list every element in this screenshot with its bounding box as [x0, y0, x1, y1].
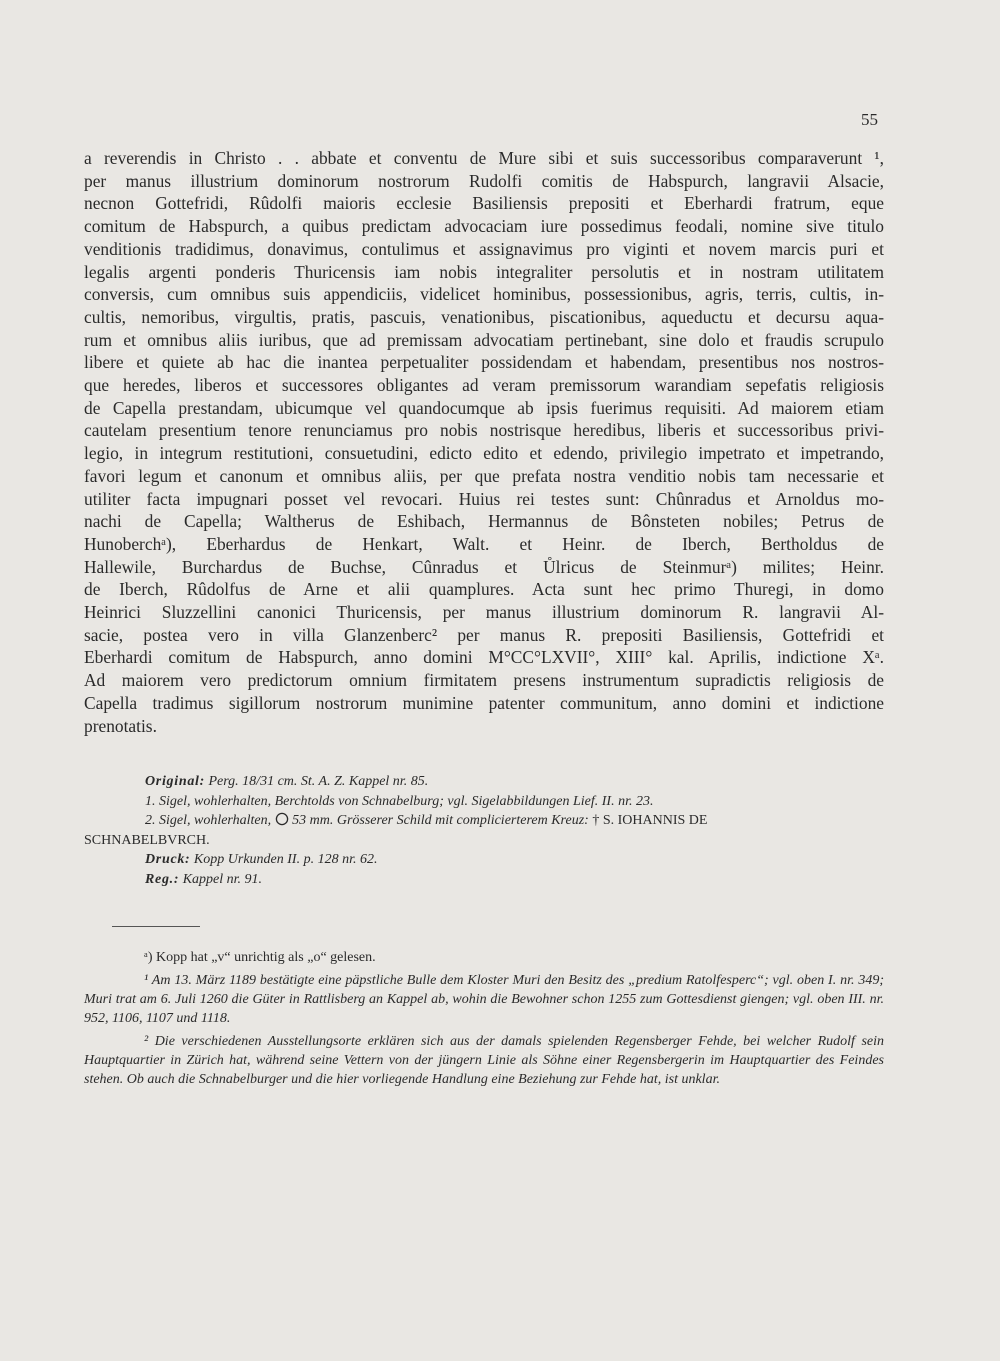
footnotes — [84, 948, 884, 1093]
reg-text: Kappel nr. 91. — [182, 871, 263, 887]
seal-note-2 — [84, 811, 884, 831]
text-line: rum et omnibus aliis iuribus, que ad premissam advocatiam pertinebant, sine dolo et fraudis scrupulo — [84, 329, 884, 350]
text-line: Capella tradimus sigillorum nostrorum munimine patenter communitum, anno domini et indictione — [84, 692, 884, 713]
text-line: Ad maiorem vero predictorum omnium firmitatem presens instrumentum supradictis religiosis de — [84, 670, 884, 691]
text-line: necnon Gottefridi, Rûdolfi maioris ecclesie Basiliensis prepositi et Eberhardi fratrum, eque — [84, 193, 884, 214]
seal2-text-b: 53 mm. Grösserer Schild mit complicierterem Kreuz: — [292, 813, 589, 828]
text-line: per manus illustrium dominorum nostrorum Rudolfi comitis de Habspurch, langravii Alsacie, — [84, 170, 884, 191]
charter-text — [84, 147, 884, 737]
druck-note — [84, 850, 884, 870]
druck-label: Druck: — [145, 852, 191, 867]
footnote-2: ² Die verschiedenen Ausstellungsorte erklären sich aus der damals spielenden Regensberger Fehde, bei welcher Rudolf sein Hauptquartier in Zürich hat, während seine Vettern von der jüngern Linie als Söhne einer Regensbergerin im Hauptquartier des Feindes stehen. Ob auch die Schnabelburger und die hier vorliegende Handlung eine Beziehung zur Fehde hat, ist unklar. — [84, 1034, 884, 1087]
seal2-legend-b: SCHNABELBVRCH. — [84, 832, 210, 848]
reg-note — [84, 870, 884, 890]
text-line: sacie, postea vero in villa Glanzenberc² per manus R. prepositi Basiliensis, Gottefridi et — [84, 624, 884, 645]
footnote-1: ¹ Am 13. März 1189 bestätigte eine päpstliche Bulle dem Kloster Muri den Besitz des „predium Ratolfesperc“; vgl. oben I. nr. 349; Muri trat am 6. Juli 1260 die Güter in Rattlisberg an Kappel ab, wohin die Bewohner schon 1255 zum Gottesdienst giengen; vgl. oben III. nr. 952, 1106, 1107 und 1118. — [84, 973, 884, 1026]
text-line: legalis argenti ponderis Thuricensis iam nobis integraliter persolutis et in nostram utilitatem — [84, 261, 884, 282]
page-number: 55 — [861, 110, 878, 129]
text-line: legio, in integrum restitutioni, consuetudini, edicto edito et edendo, privilegio impetrato et impetrando, — [84, 443, 884, 464]
text-line: comitum de Habspurch, a quibus predictam advocaciam iure possedimus feodali, nomine sive titulo — [84, 216, 884, 237]
text-line: conversis, cum omnibus suis appendiciis, videlicet hominibus, possessionibus, agris, terris, cultis, in- — [84, 284, 884, 305]
text-line: cultis, nemoribus, virgultis, pratis, pascuis, venationibus, piscationibus, aqueductu et decursu aqua- — [84, 306, 884, 327]
text-line: libere et quiete ab hac die inantea perpetualiter possidendam et habendam, presentibus nos nostros- — [84, 352, 884, 373]
text-line: Eberhardi comitum de Habspurch, anno domini M°CC°LXVII°, XIII° kal. Aprilis, indictione Xᵃ. — [84, 647, 884, 668]
text-line: Hallewile, Burchardus de Buchse, Cûnradus et Ůlricus de Steinmurᵃ) milites; Heinr. — [84, 556, 884, 577]
text-line: nachi de Capella; Waltherus de Eshibach, Hermannus de Bônsteten nobiles; Petrus de — [84, 511, 884, 532]
text-line: prenotatis. — [84, 715, 157, 736]
text-line: a reverendis in Christo . . abbate et conventu de Mure sibi et suis successoribus comparaverunt ¹, — [84, 148, 884, 168]
text-line: utiliter facta impugnari posset vel revocari. Huius rei testes sunt: Chûnradus et Arnoldus mo- — [84, 488, 884, 509]
text-line: cautelam presentium tenore renunciamus pro nobis nostrisque heredibus, liberis et successoribus privi- — [84, 420, 884, 441]
apparatus-notes — [84, 772, 884, 889]
text-line: Hunoberchᵃ), Eberhardus de Henkart, Walt. et Heinr. de Iberch, Bertholdus de — [84, 533, 884, 554]
seal2-legend-a: † S. IOHANNIS DE — [592, 813, 708, 828]
seal-note-1: 1. Sigel, wohlerhalten, Berchtolds von Schnabelburg; vgl. Sigelabbildungen Lief. II. nr. 23. — [145, 793, 654, 809]
text-line: de Iberch, Rûdolfus de Arne et alii quamplures. Acta sunt hec primo Thuregi, in domo — [84, 579, 884, 600]
text-line: venditionis tradidimus, donavimus, contulimus et assignavimus pro viginti et novem marcis puri et — [84, 238, 884, 259]
footnote-divider — [112, 926, 200, 927]
circle-seal-icon — [275, 813, 289, 828]
text-line: favori legum et canonum et omnibus aliis, per que prefata nostra venditio nobis tam necessarie et — [84, 465, 884, 486]
original-label: Original: — [145, 774, 205, 789]
reg-label: Reg.: — [145, 871, 180, 887]
text-line: Heinrici Sluzzellini canonici Thuricensis, per manus illustrium dominorum R. langravii Al- — [84, 602, 884, 623]
text-line: que heredes, liberos et successores obligantes ad veram premissorum warandiam sepefatis religiosis — [84, 375, 884, 396]
druck-text: Kopp Urkunden II. p. 128 nr. 62. — [193, 852, 378, 867]
footnote-a: ᵃ) Kopp hat „v“ unrichtig als „o“ gelesen. — [144, 950, 376, 965]
text-line: de Capella prestandam, ubicumque vel quandocumque ab ipsis fuerimus requisiti. Ad maiorem etiam — [84, 397, 884, 418]
original-note — [84, 772, 884, 792]
seal2-text-a: 2. Sigel, wohlerhalten, — [145, 813, 272, 828]
original-text: Perg. 18/31 cm. St. A. Z. Kappel nr. 85. — [208, 774, 429, 789]
